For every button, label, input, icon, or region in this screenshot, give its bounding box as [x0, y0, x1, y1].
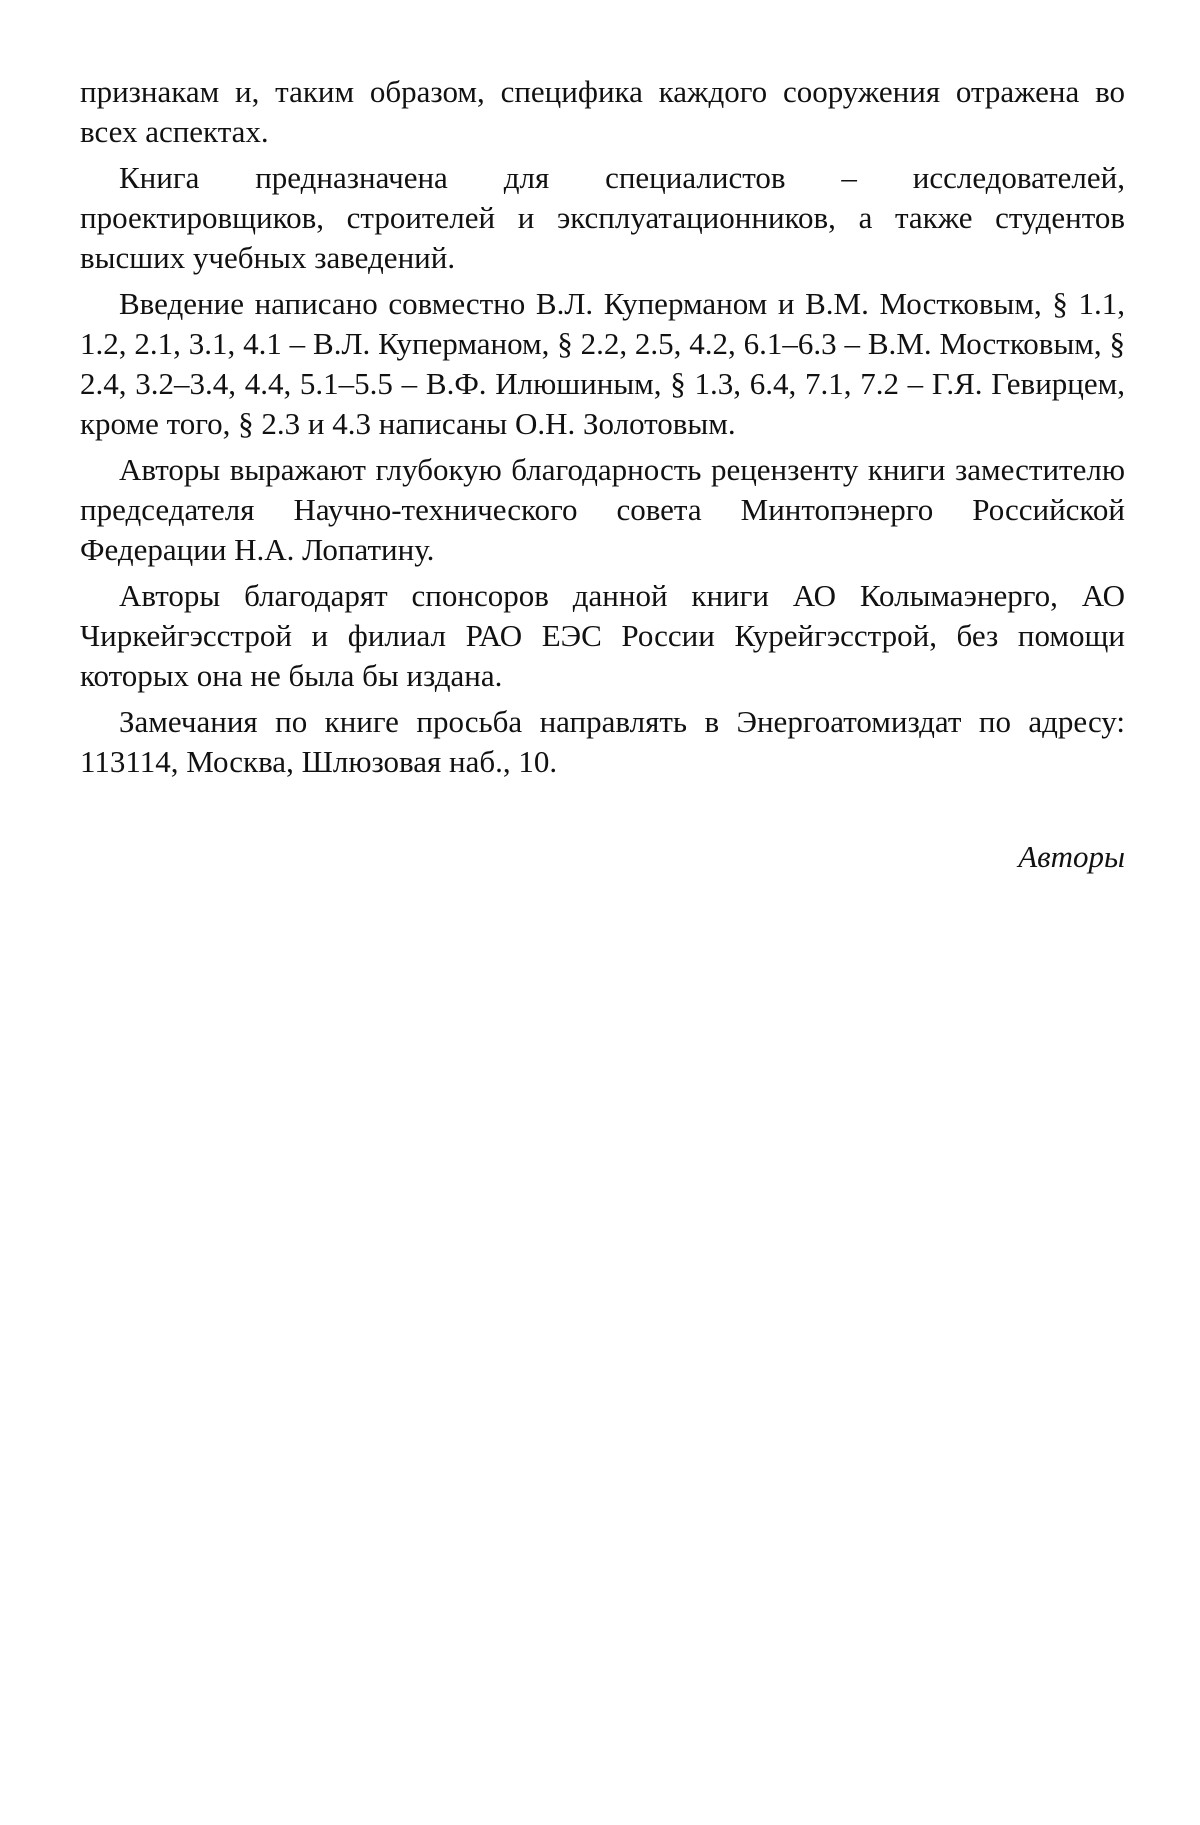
- signature: Авторы: [1018, 839, 1125, 874]
- paragraph-acknowledgement-reviewer: Авторы выражают глубокую благодарность рецензенту книги заместителю председателя Научно-технического совета Минтопэнерго Российской Федерации Н.А. Лопатину.: [80, 452, 1125, 567]
- document-body: [80, 72, 1125, 788]
- paragraph-feedback-address: Замечания по книге просьба направлять в Энергоатомиздат по адресу: 113114, Москва, Шлюзовая наб., 10.: [80, 704, 1125, 779]
- paragraph-acknowledgement-sponsors: Авторы благодарят спонсоров данной книги АО Колымаэнерго, АО Чиркейгэсстрой и филиал РАО ЕЭС России Курейгэсстрой, без помощи которых она не была бы издана.: [80, 578, 1125, 693]
- paragraph-audience: Книга предназначена для специалистов – исследователей, проектировщиков, строителей и эксплуатационников, а также студентов высших учебных заведений.: [80, 160, 1125, 275]
- paragraph-continuation: признакам и, таким образом, специфика каждого сооружения отражена во всех аспектах.: [80, 74, 1125, 149]
- paragraph-authorship: Введение написано совместно В.Л. Куперманом и В.М. Мостковым, § 1.1, 1.2, 2.1, 3.1, 4.1 – В.Л. Куперманом, § 2.2, 2.5, 4.2, 6.1–6.3 – В.М. Мостковым, § 2.4, 3.2–3.4, 4.4, 5.1–5.5 – В.Ф. Илюшиным, § 1.3, 6.4, 7.1, 7.2 – Г.Я. Гевирцем, кроме того, § 2.3 и 4.3 написаны О.Н. Золотовым.: [80, 286, 1125, 441]
